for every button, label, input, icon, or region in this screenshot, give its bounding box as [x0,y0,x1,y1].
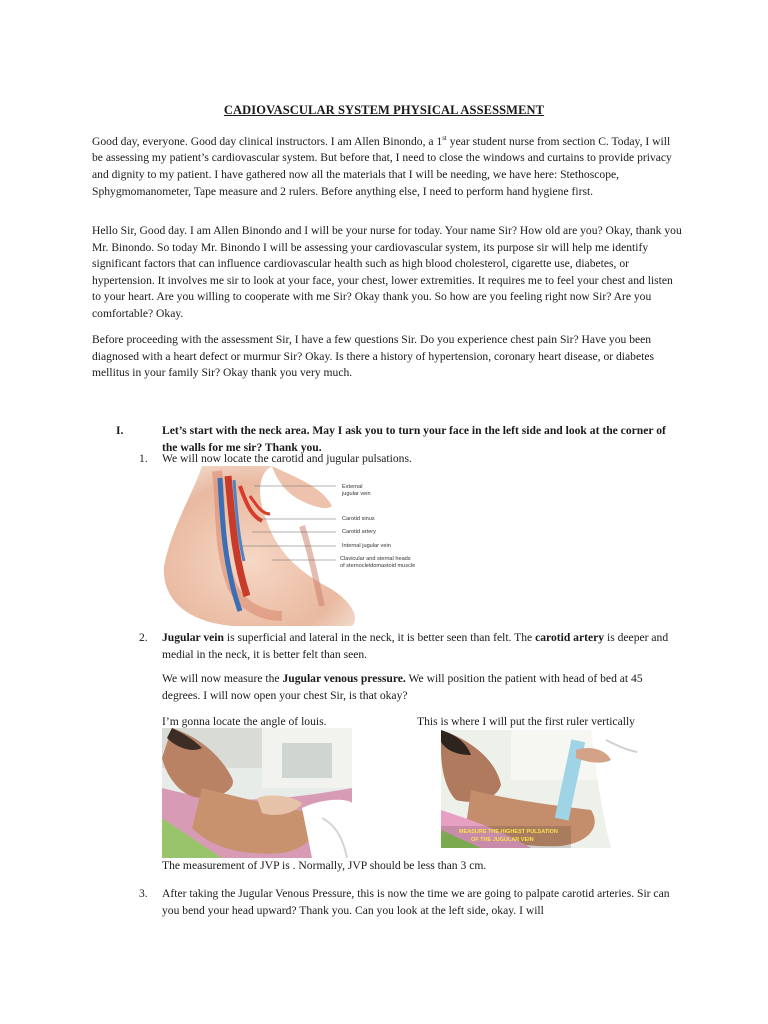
label-internal-jugular: Internal jugular vein [342,543,391,549]
item-3-text: After taking the Jugular Venous Pressure, this is now the time we are going to palpate carotid arteries. Sir can you bend your head upward? Thank you. Can you look at the left side, okay. I will [162,887,670,917]
label-carotid-sinus: Carotid sinus [342,516,375,522]
item-2-paragraph-2 [162,671,682,704]
intro-p1-start: Good day, everyone. Good day clinical instructors. I am Allen Binondo, a 1 [92,134,443,148]
photo-angle-of-louis [162,728,352,858]
intro-paragraph-1 [92,130,682,200]
photo-2-overlay-text-1: MEASURE THE HIGHEST PULSATION [459,829,558,835]
section-numeral: I. [116,424,124,437]
label-sternocleidomastoid: Clavicular and sternal heads [340,556,411,562]
neck-anatomy-figure [162,466,416,626]
intro-paragraph-2: Hello Sir, Good day. I am Allen Binondo and I will be your nurse for today. Your name Sir? How old are you? Okay, thank you Mr. Binondo. So today Mr. Binondo I will be assessing your cardiovascular system, its purpose sir will help me identify significant factors that can influence cardiovascular health such as high blood cholesterol, cigarette use, diabetes, or hypertension. It involves me sir to look at your face, your chest, lower extremities. It requires me to feel your chest and listen to your heart. Are you willing to cooperate with me Sir? Okay thank you. So how are you feeling right now Sir? Are you comfortable? Okay. [92,224,682,320]
item-2-text-2: is deeper and medial in the neck, it is better felt than seen. [162,631,669,661]
item-1-number: 1. [139,452,148,465]
photo-first-ruler [441,730,637,848]
item-3-number: 3. [139,887,148,900]
label-external-jugular-2: jugular vein [342,491,371,497]
item-2-p2-start: We will now measure the [162,672,283,685]
item-2-p2-rest: We will position the patient with head of bed at 45 degrees. I will now open your chest Sir, is that okay? [162,672,643,702]
term-jugular-vein: Jugular vein [162,631,224,644]
intro-p1-superscript: st [442,134,447,142]
item-2-paragraph-1 [162,630,682,663]
item-1-text: We will now locate the carotid and jugular pulsations. [162,452,412,465]
photo-2-overlay-text-2: OF THE JUGULAR VEIN [471,837,534,843]
item-2-number: 2. [139,631,148,644]
intro-paragraph-3: Before proceeding with the assessment Sir, I have a few questions Sir. Do you experience chest pain Sir? Have you been diagnosed with a heart defect or murmur Sir? Okay. Is there a history of hypertension, coronary heart disease, or diabetes mellitus in your family Sir? Okay thank you very much. [92,333,654,380]
section-heading: Let’s start with the neck area. May I ask you to turn your face in the left side and look at the corner of the walls for me sir? Thank you. [162,424,666,454]
jvp-note: The measurement of JVP is . Normally, JVP should be less than 3 cm. [162,859,487,872]
photo-angle-of-louis-image [162,728,352,858]
label-carotid-artery: Carotid artery [342,529,376,535]
caption-right: This is where I will put the first ruler vertically [417,715,635,728]
term-jvp: Jugular venous pressure. [282,672,406,685]
item-2-text-1: is superficial and lateral in the neck, it is better seen than felt. The [223,631,536,644]
intro-p1-rest: year student nurse from section C. Today, I will be assessing my patient’s cardiovascular system. But before that, I need to close the windows and curtains to provide privacy and dignity to my patient. I have gathered now all the materials that I will be needing, we have here: Stethoscope, Sphygmomanometer, Tape measure and 2 rulers. Before anything else, I need to perform hand hygiene first. [92,134,672,198]
document-title: CADIOVASCULAR SYSTEM PHYSICAL ASSESSMENT [223,103,545,117]
caption-left: I’m gonna locate the angle of louis. [162,715,327,728]
label-sternocleidomastoid-2: of sternocleidomastoid muscle [340,563,416,569]
label-external-jugular: External [342,484,363,490]
term-carotid-artery: carotid artery [535,631,605,644]
